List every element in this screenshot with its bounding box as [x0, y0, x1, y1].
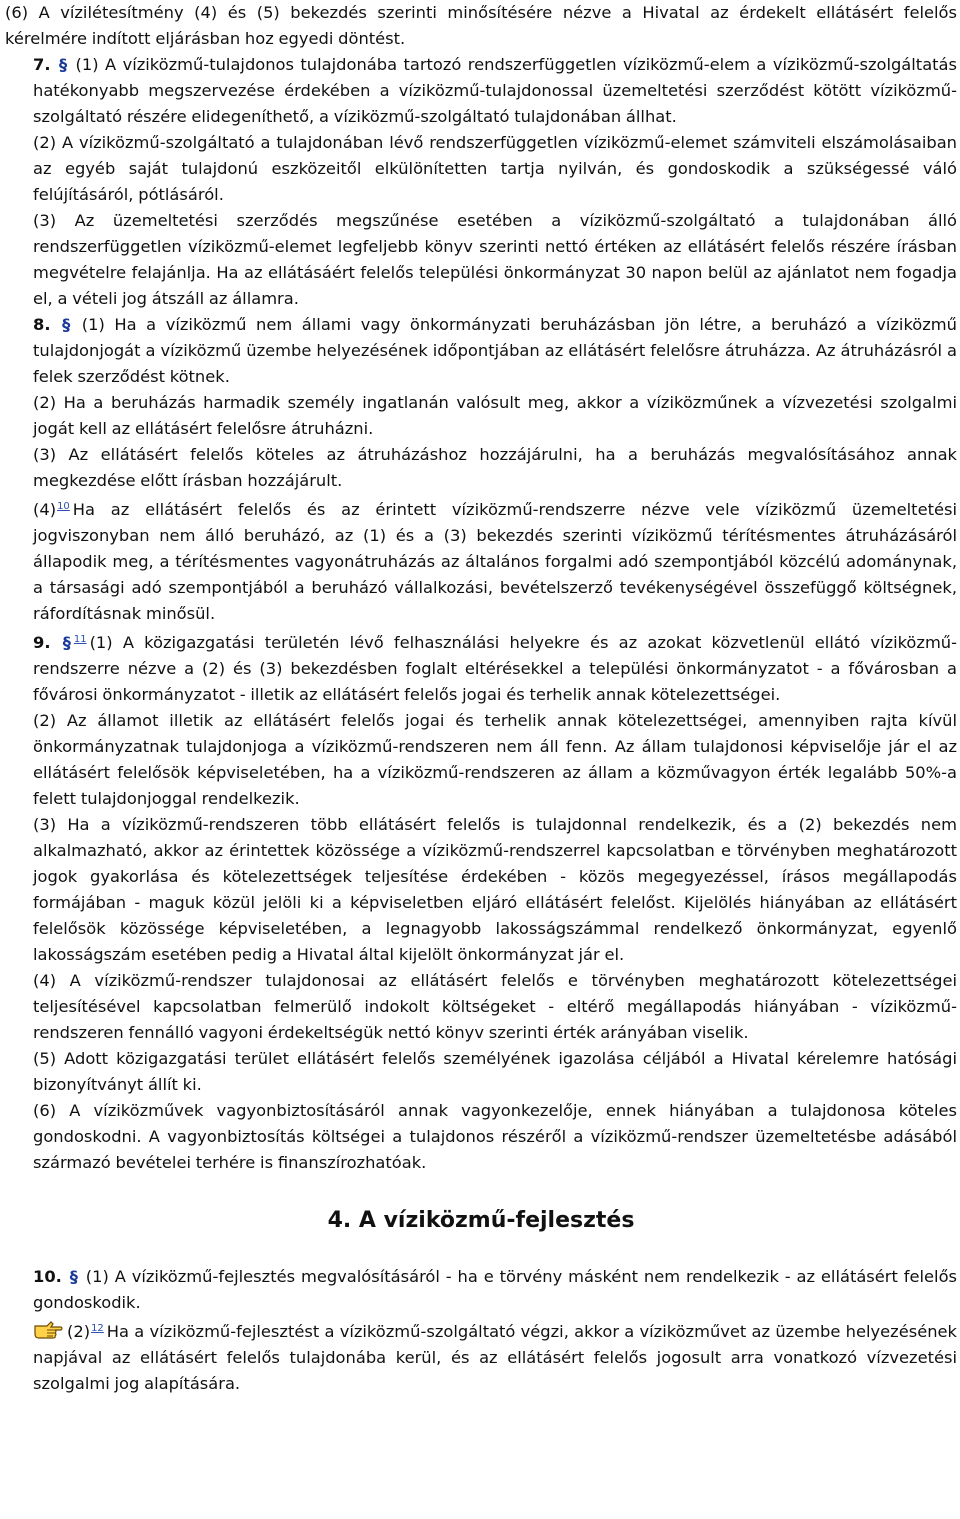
- paragraph: (2)$^{12}$ Ha a víziközmű-fejlesztést a víziközmű-szolgáltató végzi, akkor a víziközművet az üzembe helyezésének napjával az ellátásért felelős tulajdonába kerül, és az ellátásért felelős jogosult arra vonatkozó vízvezetési szolgalmi jog alapítására.: [5, 1316, 957, 1397]
- paragraph: (4)$^{10}$ Ha az ellátásért felelős és az érintett víziközmű-rendszerre nézve vele víziközmű üzemeltetési jogviszonyban nem álló beruházó, az (1) és a (3) bekezdés szerinti víziközmű térítésmentes átruházásáról állapodik meg, a térítésmentes vagyonátruházás az általános forgalmi adó szempontjából közcélú adománynak, a társasági adó szempontjából a beruházó vállalkozási, bevételszerző tevékenységével összefüggő költségnek, ráfordításnak minősül.: [33, 500, 957, 623]
- paragraph: 10. § (1) A víziközmű-fejlesztés megvalósításáról - ha e törvény másként nem rendelkezik - az ellátásért felelős gondoskodik.: [33, 1267, 958, 1312]
- section-sign: §: [62, 633, 71, 652]
- paragraph: (6) A vízilétesítmény (4) és (5) bekezdés szerinti minősítésére nézve a Hivatal az érdekelt ellátásért felelős kérelmére indított eljárásban hoz egyedi döntést.: [5, 3, 957, 48]
- paragraph: (2) Ha a beruházás harmadik személy ingatlanán valósult meg, akkor a víziközműnek a vízvezetési szolgalmi jogát kell az ellátásért felelősre átruházni.: [33, 393, 957, 438]
- document: [5, 0, 957, 1397]
- section-number: 7.: [33, 55, 51, 74]
- footnote-link[interactable]: 12: [91, 1323, 104, 1334]
- paragraph: (2) Az államot illetik az ellátásért felelős jogai és terhelik annak kötelezettségei, amennyiben rajta kívül önkormányzatnak tulajdonjoga a víziközmű-rendszeren nem áll fenn. Az állam tulajdonosi képviselője jár el az ellátásért felelősök képviseletében, ha a víziközmű-rendszeren az állam a közművagyon érték legalább 50%-a felett tulajdonjoggal rendelkezik.: [33, 711, 957, 808]
- section-number: 9.: [33, 633, 51, 652]
- section-number: 10.: [33, 1267, 62, 1286]
- paragraph: (2) A víziközmű-szolgáltató a tulajdonában lévő rendszerfüggetlen víziközmű-elemet számviteli elszámolásaiban az egyéb saját tulajdonú eszközeitől elkülönítetten tartja nyilván, és gondoskodik a szükségessé váló felújításáról, pótlásáról.: [33, 133, 957, 204]
- paragraph: (3) Az ellátásért felelős köteles az átruházáshoz hozzájárulni, ha a beruházás megvalósításához annak megkezdése előtt írásban hozzájárult.: [33, 445, 957, 490]
- footnote-link[interactable]: 11: [73, 634, 87, 645]
- paragraph: (4) A víziközmű-rendszer tulajdonosai az ellátásért felelős e törvényben meghatározott kötelezettségei teljesítésével kapcsolatban felmerülő indokolt költségeket - eltérő megállapodás hiányában - víziközmű-rendszeren fennálló vagyoni érdekeltségük nettó könyv szerinti érték arányában viselik.: [33, 971, 957, 1042]
- paragraph: 9. § $^{11}$ (1) A közigazgatási területén lévő felhasználási helyekre és az azokat közvetlenül ellátó víziközmű-rendszerre nézve a (2) és (3) bekezdésben foglalt eltérésekkel a települési önkormányzatot - a fővárosban a fővárosi önkormányzatot - illetik az ellátásért felelős jogai és terhelik annak kötelezettségei.: [33, 633, 957, 704]
- paragraph: (3) Ha a víziközmű-rendszeren több ellátásért felelős is tulajdonnal rendelkezik, és a (2) bekezdés nem alkalmazható, akkor az érintettek közössége a víziközmű-rendszerrel kapcsolatban e törvényben meghatározott jogok gyakorlása és kötelezettségek teljesítése érdekében - közös megegyezéssel, írásos megállapodás formájában - maguk közül jelöli ki a képviseletben eljáró ellátásért felelőst. Kijelölés hiányában az ellátásért felelősök közössége képviseletében, a legnagyobb lakosságszámmal rendelkező önkormányzat, egyenlő lakosságszám esetében pedig a Hivatal által kijelölt önkormányzat jár el.: [33, 815, 957, 964]
- paragraph: 8. § (1) Ha a víziközmű nem állami vagy önkormányzati beruházásban jön létre, a beruházó a víziközmű tulajdonjogát a víziközmű üzembe helyezésének időpontjában az ellátásért felelősre átruházza. Az átruházásról a felek szerződést kötnek.: [33, 315, 957, 386]
- paragraph: (3) Az üzemeltetési szerződés megszűnése esetében a víziközmű-szolgáltató a tulajdonában álló rendszerfüggetlen víziközmű-elemet legfeljebb könyv szerinti nettó értéken az ellátásért felelős részére írásban megvételre felajánlja. Ha az ellátásáért felelős települési önkormányzat 30 napon belül az ajánlatot nem fogadja el, a vételi jog átszáll az államra.: [33, 211, 957, 308]
- section-sign: §: [62, 315, 71, 334]
- paragraph: (6) A víziközművek vagyonbiztosításáról annak vagyonkezelője, ennek hiányában a tulajdonosa köteles gondoskodni. A vagyonbiztosítás költségei a tulajdonos részéről a víziközmű-rendszer üzemeltetésbe adásából származó bevételei terhére is finanszírozhatóak.: [33, 1101, 957, 1172]
- section-sign: §: [69, 1267, 78, 1286]
- paragraph: 7. § (1) A víziközmű-tulajdonos tulajdonába tartozó rendszerfüggetlen víziközmű-elem a víziközmű-szolgáltatás hatékonyabb megszervezése érdekében a víziközmű-tulajdonossal üzemeltetési szerződést kötött víziközmű-szolgáltató részére elidegeníthető, a víziközmű-szolgáltató tulajdonában állhat.: [33, 55, 958, 126]
- section-sign: §: [58, 55, 68, 74]
- pointing-hand-icon[interactable]: [33, 1318, 65, 1340]
- section-number: 8.: [33, 315, 51, 334]
- chapter-heading: 4. A víziközmű-fejlesztés: [327, 1208, 635, 1233]
- footnote-link[interactable]: 10: [57, 501, 70, 512]
- paragraph: (5) Adott közigazgatási terület ellátásért felelős személyének igazolása céljából a Hivatal kérelemre hatósági bizonyítványt állít ki.: [33, 1049, 957, 1094]
